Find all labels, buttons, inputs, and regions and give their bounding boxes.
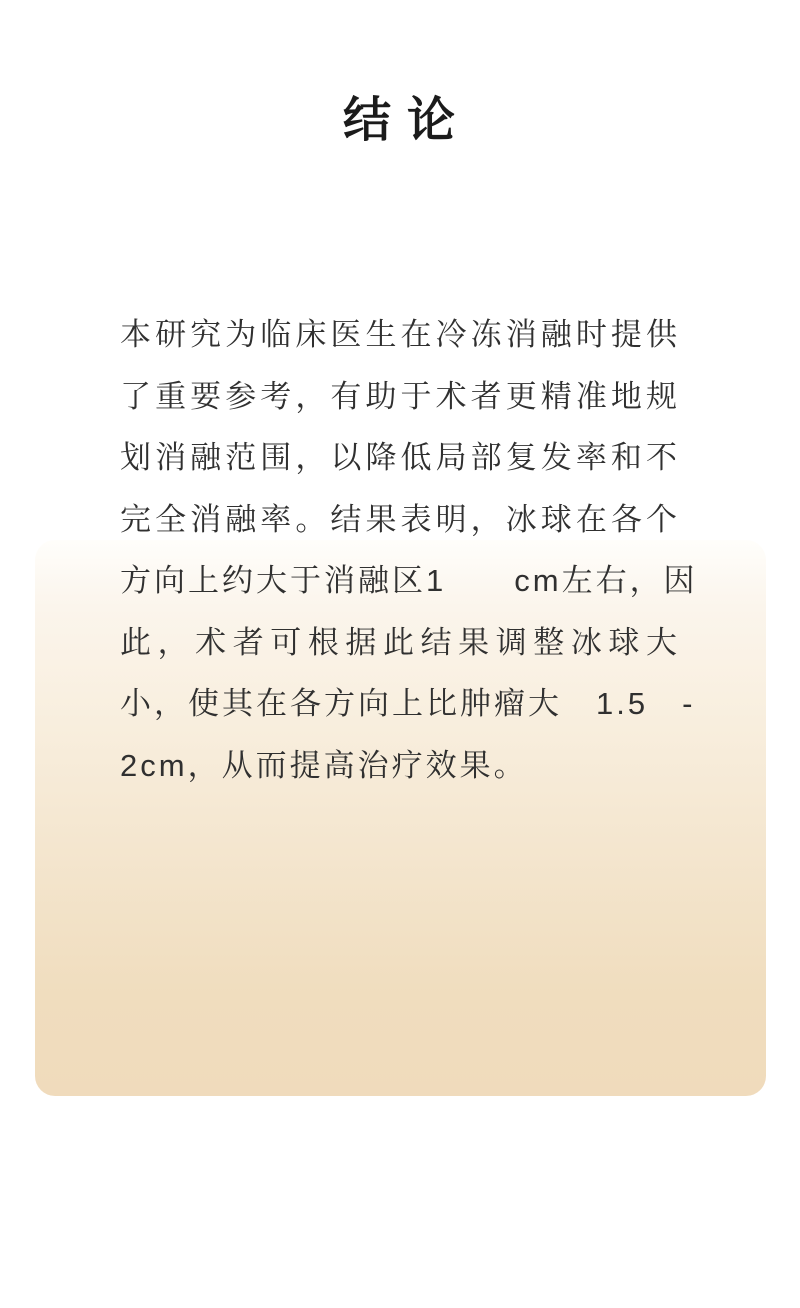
page-title: 结 论: [342, 94, 457, 147]
paragraph-line: 完全消融率。结果表明，冰球在各个: [120, 501, 680, 537]
paragraph-line: 此，术者可根据此结果调整冰球大: [120, 624, 680, 660]
paragraph-line: 本研究为临床医生在冷冻消融时提供: [120, 317, 680, 352]
paragraph-line: 小，使其在各方向上比肿瘤大 1.5 -: [120, 686, 696, 721]
paragraph-line: 2cm，从而提高治疗效果。: [120, 747, 528, 783]
paragraph-line: 了重要参考，有助于术者更精准地规: [120, 378, 680, 414]
conclusion-paragraph: [120, 304, 698, 796]
paragraph-line: 划消融范围，以降低局部复发率和不: [120, 440, 680, 475]
paragraph-line: 方向上约大于消融区1 cm左右，因: [120, 563, 698, 598]
